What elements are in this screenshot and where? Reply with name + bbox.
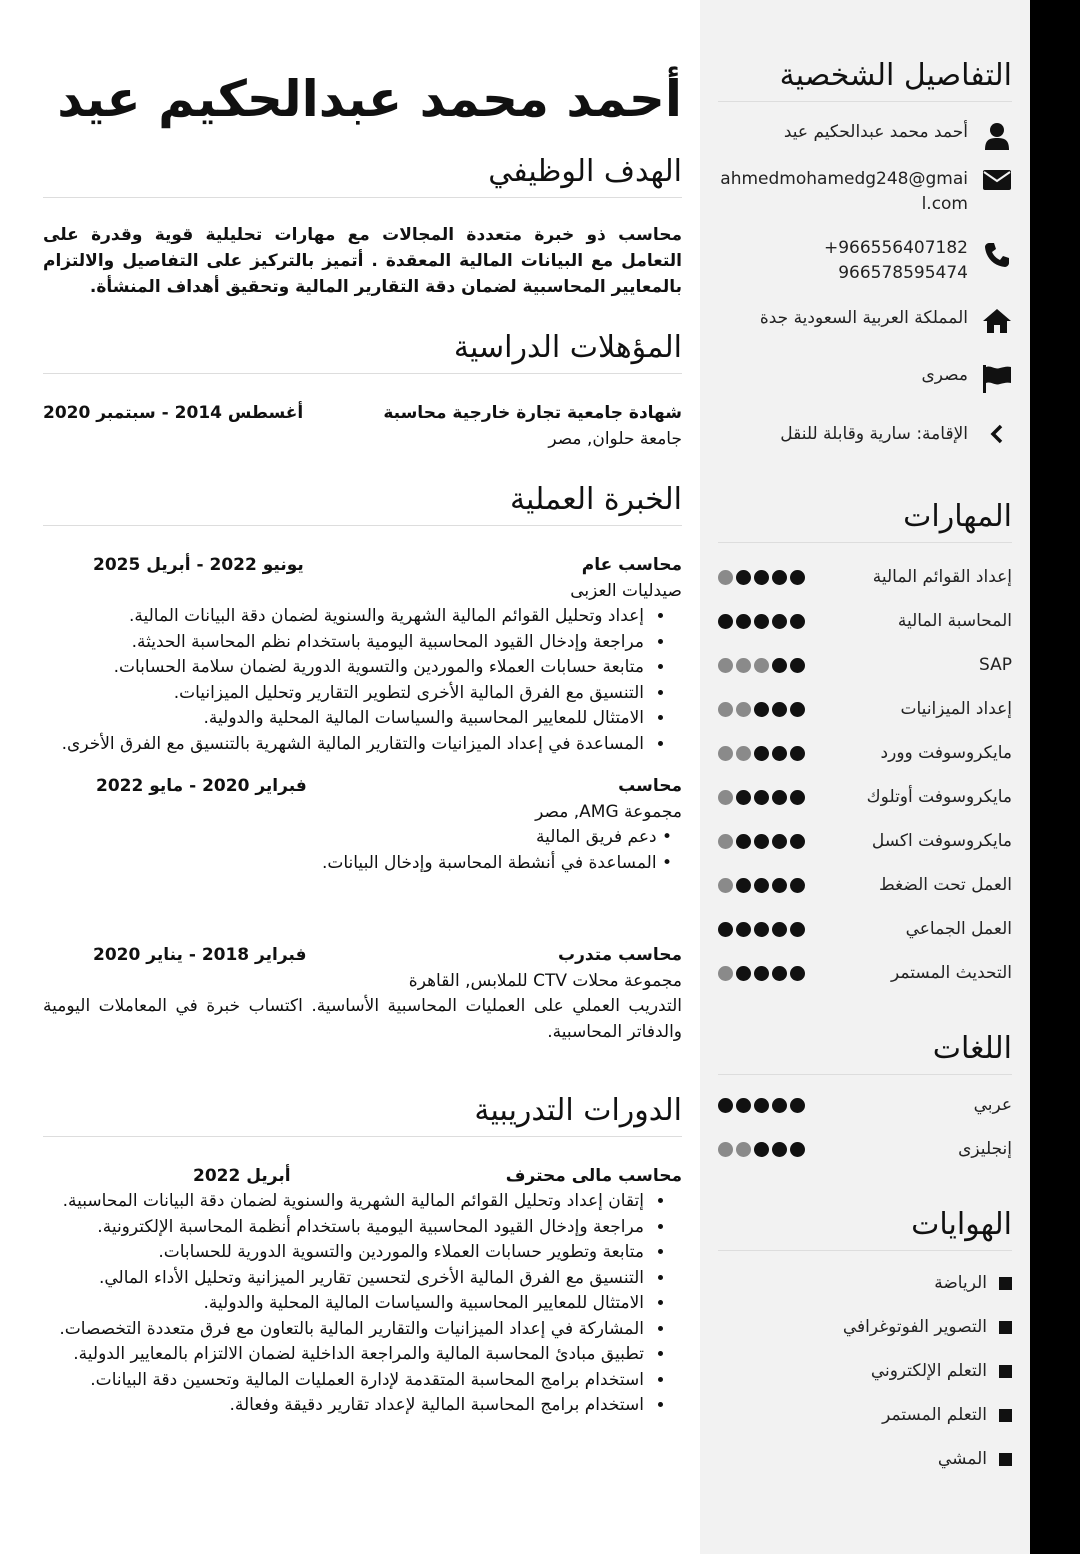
experience-heading: الخبرة العملية	[43, 482, 682, 526]
skill-row-label: المحاسبة المالية	[897, 611, 1012, 631]
hobby-label: التعلم الإلكتروني	[870, 1361, 987, 1381]
rating-dot	[718, 570, 733, 585]
rating-dot	[736, 834, 751, 849]
degree-title: شهادة جامعية تجارة خارجية محاسبة	[383, 403, 682, 423]
rating-dot	[736, 878, 751, 893]
skills-heading: المهارات	[718, 493, 1012, 543]
rating-dot	[754, 1098, 769, 1113]
rating-dot	[754, 702, 769, 717]
bullet-item: • الامتثال للمعايير المحاسبية والسياسات المالية المحلية والدولية.	[43, 706, 646, 732]
rating-dot	[790, 1142, 805, 1157]
rating-dot	[790, 570, 805, 585]
hobby-label: التعلم المستمر	[882, 1405, 987, 1425]
bullet-item: • متابعة حسابات العملاء والموردين والتسوية الدورية لضمان سلامة الحسابات.	[43, 655, 646, 681]
bullet-item: • إتقان إعداد وتحليل القوائم المالية الشهرية والسنوية لضمان دقة البيانات المحاسبية.	[43, 1189, 646, 1215]
rating-dot	[772, 790, 787, 805]
rating-dot	[718, 1098, 733, 1113]
skill-row-label: SAP	[979, 655, 1012, 675]
personal-name-row: أحمد محمد عبدالحكيم عيد	[718, 120, 1012, 150]
skill-row-rating	[718, 922, 805, 937]
course-head	[43, 1163, 682, 1189]
rating-dot	[772, 658, 787, 673]
job-3-role: محاسب متدرب	[558, 945, 682, 965]
personal-phone-row: +966556407182 966578595474	[718, 236, 1012, 286]
job-1-bullets	[43, 604, 682, 757]
rating-dot	[736, 702, 751, 717]
rating-dot	[754, 834, 769, 849]
courses-heading: الدورات التدريبية	[43, 1093, 682, 1137]
job-3-description: التدريب العملي على العمليات المحاسبية الأساسية. اكتساب خبرة في المعاملات اليومية والدفاتر المحاسبية.	[43, 996, 682, 1042]
email-text: ahmedmohamedg248@gmail.com	[720, 169, 968, 214]
bullet-item: • استخدام برامج المحاسبة المالية لإعداد تقارير دقيقة وفعالة.	[43, 1393, 646, 1419]
rating-dot	[772, 570, 787, 585]
job-2-line-1: • دعم فريق المالية	[535, 827, 672, 847]
skill-row-rating	[718, 746, 805, 761]
rating-dot	[736, 570, 751, 585]
phone-icon	[982, 236, 1012, 268]
rating-dot	[754, 790, 769, 805]
skill-row-label: مايكروسوفت أوتلوك	[866, 787, 1012, 807]
skill-row	[718, 863, 1012, 907]
rating-dot	[736, 746, 751, 761]
rating-dot	[772, 1142, 787, 1157]
rating-dot	[790, 834, 805, 849]
job-2-company: مجموعة AMG, مصر	[535, 802, 682, 822]
black-edge-bar	[1030, 0, 1080, 1554]
hobby-item	[718, 1305, 1012, 1349]
rating-dot	[790, 922, 805, 937]
skill-row-rating	[718, 658, 805, 673]
rating-dot	[772, 746, 787, 761]
skill-row-label: إعداد القوائم المالية	[872, 567, 1012, 587]
skill-row-label: العمل تحت الضغط	[879, 875, 1012, 895]
languages-list	[718, 1083, 1012, 1171]
home-icon	[982, 306, 1012, 334]
envelope-icon	[982, 167, 1012, 190]
skill-row	[718, 687, 1012, 731]
objective-text: محاسب ذو خبرة متعددة المجالات مع مهارات تحليلية قوية وقدرة على التعامل مع البيانات المالية المعقدة . أتميز بالتركيز على التفاصيل والالتزام بالمعايير المحاسبية لضمان دقة التقارير المالية وتحقيق أهداف المنشأة.	[43, 225, 682, 297]
job-2-role: محاسب	[618, 776, 682, 796]
rating-dot	[718, 834, 733, 849]
language-row	[718, 1083, 1012, 1127]
bullet-item: • مراجعة وإدخال القيود المحاسبية اليومية باستخدام نظم المحاسبة الحديثة.	[43, 630, 646, 656]
bullet-item: • المشاركة في إعداد الميزانيات والتقارير المالية بالتعاون مع فرق متعددة التخصصات.	[43, 1317, 646, 1343]
language-row-rating	[718, 1098, 805, 1113]
skill-row	[718, 775, 1012, 819]
hobby-label: التصوير الفوتوغرافي	[842, 1317, 987, 1337]
school-name: جامعة حلوان, مصر	[548, 429, 682, 449]
skill-row	[718, 643, 1012, 687]
skill-row-rating	[718, 834, 805, 849]
sidebar	[700, 0, 1030, 1554]
square-bullet-icon	[999, 1453, 1012, 1466]
skill-row	[718, 599, 1012, 643]
job-3-company: مجموعة محلات CTV للملابس, القاهرة	[408, 971, 682, 991]
hobby-item	[718, 1261, 1012, 1305]
rating-dot	[736, 966, 751, 981]
rating-dot	[790, 878, 805, 893]
bullet-item: • إعداد وتحليل القوائم المالية الشهرية والسنوية لضمان دقة البيانات المالية.	[43, 604, 646, 630]
candidate-name: أحمد محمد عبدالحكيم عيد	[57, 70, 682, 128]
rating-dot	[772, 834, 787, 849]
personal-address-row: المملكة العربية السعودية جدة	[718, 306, 1012, 334]
skills-list	[718, 555, 1012, 995]
skill-row-label: مايكروسوفت وورد	[880, 743, 1012, 763]
bullet-item: • متابعة وتطوير حسابات العملاء والموردين والتسوية الدورية للحسابات.	[43, 1240, 646, 1266]
rating-dot	[736, 614, 751, 629]
rating-dot	[736, 1142, 751, 1157]
skill-row-rating	[718, 878, 805, 893]
language-row-rating	[718, 1142, 805, 1157]
bullet-item: • مراجعة وإدخال القيود المحاسبية اليومية باستخدام أنظمة المحاسبة الإلكترونية.	[43, 1215, 646, 1241]
rating-dot	[772, 702, 787, 717]
job-2-dates: فبراير 2020 - مايو 2022	[96, 776, 307, 796]
rating-dot	[772, 966, 787, 981]
rating-dot	[736, 922, 751, 937]
personal-residency-row: الإقامة: سارية وقابلة للنقل	[718, 422, 1012, 447]
skill-row-rating	[718, 790, 805, 805]
rating-dot	[718, 614, 733, 629]
rating-dot	[790, 702, 805, 717]
skill-row-label: العمل الجماعي	[905, 919, 1012, 939]
hobby-label: الرياضة	[934, 1273, 987, 1293]
education-heading: المؤهلات الدراسية	[43, 330, 682, 374]
bullet-item: • تطبيق مبادئ المحاسبة المالية والمراجعة الداخلية لضمان الالتزام بالمعايير الدولية.	[43, 1342, 646, 1368]
hobby-item	[718, 1349, 1012, 1393]
bullet-item: • التنسيق مع الفرق المالية الأخرى لتحسين تقارير الميزانية وتحليل الأداء المالي.	[43, 1266, 646, 1292]
rating-dot	[718, 1142, 733, 1157]
rating-dot	[754, 922, 769, 937]
flag-icon	[982, 363, 1012, 393]
course-name: محاسب مالى محترف	[505, 1166, 682, 1186]
rating-dot	[772, 922, 787, 937]
rating-dot	[772, 878, 787, 893]
course-date: أبريل 2022	[193, 1166, 291, 1186]
language-row-label: إنجليزى	[958, 1139, 1012, 1159]
skill-row	[718, 819, 1012, 863]
rating-dot	[718, 922, 733, 937]
rating-dot	[718, 702, 733, 717]
chevron-icon	[982, 422, 1012, 444]
rating-dot	[718, 746, 733, 761]
rating-dot	[736, 790, 751, 805]
bullet-item: • استخدام برامج المحاسبة المتقدمة لإدارة العمليات المالية وتحسين دقة البيانات.	[43, 1368, 646, 1394]
rating-dot	[772, 614, 787, 629]
rating-dot	[718, 790, 733, 805]
rating-dot	[772, 1098, 787, 1113]
hobbies-heading: الهوايات	[718, 1201, 1012, 1251]
skill-row-rating	[718, 614, 805, 629]
rating-dot	[718, 658, 733, 673]
bullet-item: • التنسيق مع الفرق المالية الأخرى لتطوير التقارير وتحليل الميزانيات.	[43, 681, 646, 707]
square-bullet-icon	[999, 1277, 1012, 1290]
rating-dot	[790, 1098, 805, 1113]
skill-row-rating	[718, 702, 805, 717]
job-1-dates: يونيو 2022 - أبريل 2025	[93, 555, 304, 575]
rating-dot	[790, 790, 805, 805]
skill-row-label: إعداد الميزانيات	[900, 699, 1012, 719]
rating-dot	[754, 570, 769, 585]
rating-dot	[718, 878, 733, 893]
user-icon	[982, 120, 1012, 150]
rating-dot	[736, 658, 751, 673]
job-1-head	[43, 552, 682, 578]
skill-row	[718, 555, 1012, 599]
rating-dot	[754, 1142, 769, 1157]
hobby-item	[718, 1393, 1012, 1437]
job-3-head	[43, 942, 682, 968]
skill-row	[718, 731, 1012, 775]
rating-dot	[790, 614, 805, 629]
skill-row	[718, 951, 1012, 995]
rating-dot	[790, 746, 805, 761]
bullet-item: • المساعدة في إعداد الميزانيات والتقارير المالية الشهرية بالتنسيق مع الفرق الأخرى.	[43, 732, 646, 758]
skill-row-label: مايكروسوفت اكسل	[871, 831, 1012, 851]
skill-row-label: التحديث المستمر	[891, 963, 1012, 983]
job-1-role: محاسب عام	[581, 555, 682, 575]
rating-dot	[754, 878, 769, 893]
languages-heading: اللغات	[718, 1025, 1012, 1075]
skill-row-rating	[718, 570, 805, 585]
rating-dot	[718, 966, 733, 981]
job-3-dates: فبراير 2018 - يناير 2020	[93, 945, 307, 965]
education-entry-head	[43, 400, 682, 426]
hobbies-list	[718, 1261, 1012, 1481]
rating-dot	[790, 658, 805, 673]
course-bullets	[43, 1189, 682, 1419]
job-2-line-2: • المساعدة في أنشطة المحاسبة وإدخال البيانات.	[321, 852, 672, 873]
job-2-head	[43, 773, 682, 799]
square-bullet-icon	[999, 1409, 1012, 1422]
rating-dot	[754, 658, 769, 673]
rating-dot	[754, 614, 769, 629]
skill-row	[718, 907, 1012, 951]
objective-heading: الهدف الوظيفي	[43, 154, 682, 198]
language-row-label: عربي	[973, 1095, 1012, 1115]
personal-nationality-row: مصرى	[718, 363, 1012, 393]
square-bullet-icon	[999, 1321, 1012, 1334]
job-1-company: صيدليات العزبى	[570, 581, 682, 601]
rating-dot	[754, 746, 769, 761]
rating-dot	[790, 966, 805, 981]
personal-email-row	[718, 167, 1012, 217]
language-row	[718, 1127, 1012, 1171]
rating-dot	[754, 966, 769, 981]
bullet-item: • الامتثال للمعايير المحاسبية والسياسات المالية المحلية والدولية.	[43, 1291, 646, 1317]
skill-row-rating	[718, 966, 805, 981]
hobby-label: المشي	[937, 1449, 987, 1469]
education-dates: أغسطس 2014 - سبتمبر 2020	[43, 403, 304, 423]
personal-details-heading: التفاصيل الشخصية	[718, 52, 1012, 102]
rating-dot	[736, 1098, 751, 1113]
square-bullet-icon	[999, 1365, 1012, 1378]
hobby-item	[718, 1437, 1012, 1481]
